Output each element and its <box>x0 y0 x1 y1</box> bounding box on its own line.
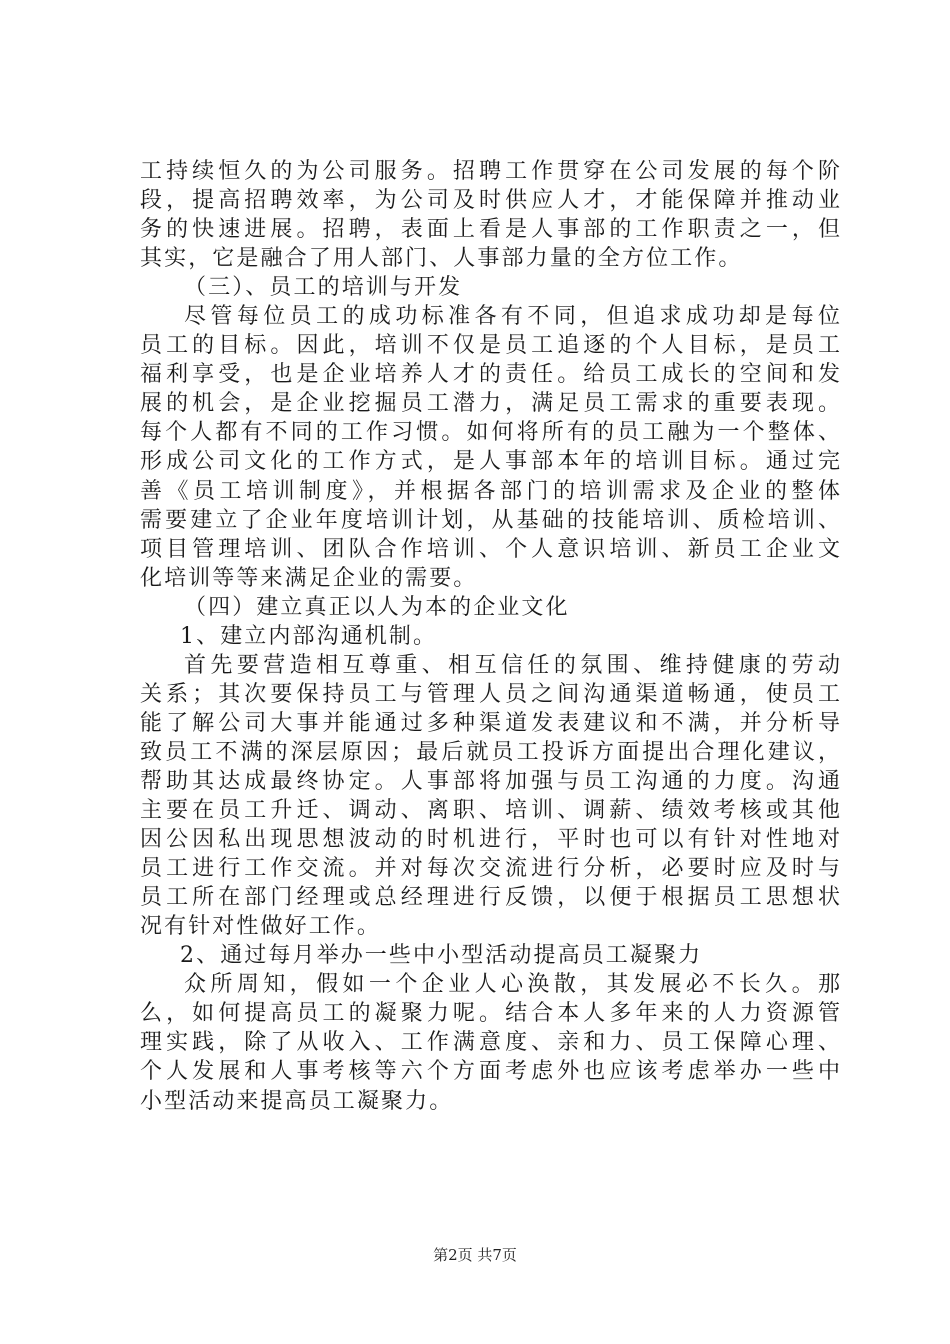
text-line: 况有针对性做好工作。 <box>140 914 382 940</box>
text-line: 关系；其次要保持员工与管理人员之间沟通渠道畅通，使员工 <box>140 681 840 707</box>
text-line: 众所周知，假如一个企业人心涣散，其发展必不长久。那 <box>184 972 840 998</box>
text-line: 需要建立了企业年度培训计划，从基础的技能培训、质检培训、 <box>140 507 840 533</box>
text-line: 善《员工培训制度》，并根据各部门的培训需求及企业的整体 <box>140 478 840 504</box>
text-line: 福利享受，也是企业培养人才的责任。给员工成长的空间和发 <box>140 362 840 388</box>
text-line: 因公因私出现思想波动的时机进行，平时也可以有针对性地对 <box>140 827 840 853</box>
text-line: 理实践，除了从收入、工作满意度、亲和力、员工保障心理、 <box>140 1030 840 1056</box>
text-line: 帮助其达成最终协定。人事部将加强与员工沟通的力度。沟通 <box>140 768 840 794</box>
text-line: 主要在员工升迁、调动、离职、培训、调薪、绩效考核或其他 <box>140 798 840 824</box>
text-line: 员工进行工作交流。并对每次交流进行分析，必要时应及时与 <box>140 856 840 882</box>
text-line: 能了解公司大事并能通过多种渠道发表建议和不满，并分析导 <box>140 710 840 736</box>
text-line: 么，如何提高员工的凝聚力呢。结合本人多年来的人力资源管 <box>140 1001 840 1027</box>
subsection-heading-1: 1、建立内部沟通机制。 <box>180 623 438 649</box>
section-heading-4: （四）建立真正以人为本的企业文化 <box>184 594 570 620</box>
text-line: 员工的目标。因此，培训不仅是员工追逐的个人目标，是员工 <box>140 333 840 359</box>
text-line: 尽管每位员工的成功标准各有不同，但追求成功却是每位 <box>184 304 840 330</box>
text-line: 化培训等等来满足企业的需要。 <box>140 565 478 591</box>
body-text <box>140 157 840 1116</box>
page-number-footer: 第2页 共7页 <box>433 1246 517 1264</box>
text-line: 务的快速进展。招聘，表面上看是人事部的工作职责之一，但 <box>140 217 840 243</box>
text-line: 展的机会，是企业挖掘员工潜力，满足员工需求的重要表现。 <box>140 391 840 417</box>
subsection-heading-2: 2、通过每月举办一些中小型活动提高员工凝聚力 <box>180 943 703 969</box>
text-line: 其实，它是融合了用人部门、人事部力量的全方位工作。 <box>140 246 743 272</box>
text-line: 个人发展和人事考核等六个方面考虑外也应该考虑举办一些中 <box>140 1059 840 1085</box>
text-line: 项目管理培训、团队合作培训、个人意识培训、新员工企业文 <box>140 536 840 562</box>
text-line: 每个人都有不同的工作习惯。如何将所有的员工融为一个整体、 <box>140 420 840 446</box>
section-heading-3: （三）、员工的培训与开发 <box>184 275 463 301</box>
text-line: 小型活动来提高员工凝聚力。 <box>140 1088 454 1114</box>
text-line: 工持续恒久的为公司服务。招聘工作贯穿在公司发展的每个阶 <box>140 159 840 184</box>
text-line: 员工所在部门经理或总经理进行反馈，以便于根据员工思想状 <box>140 885 840 911</box>
text-line: 段，提高招聘效率，为公司及时供应人才，才能保障并推动业 <box>140 188 840 214</box>
text-line: 形成公司文化的工作方式，是人事部本年的培训目标。通过完 <box>140 449 840 475</box>
text-line: 首先要营造相互尊重、相互信任的氛围、维持健康的劳动 <box>184 652 840 678</box>
text-line: 致员工不满的深层原因；最后就员工投诉方面提出合理化建议， <box>140 739 840 765</box>
